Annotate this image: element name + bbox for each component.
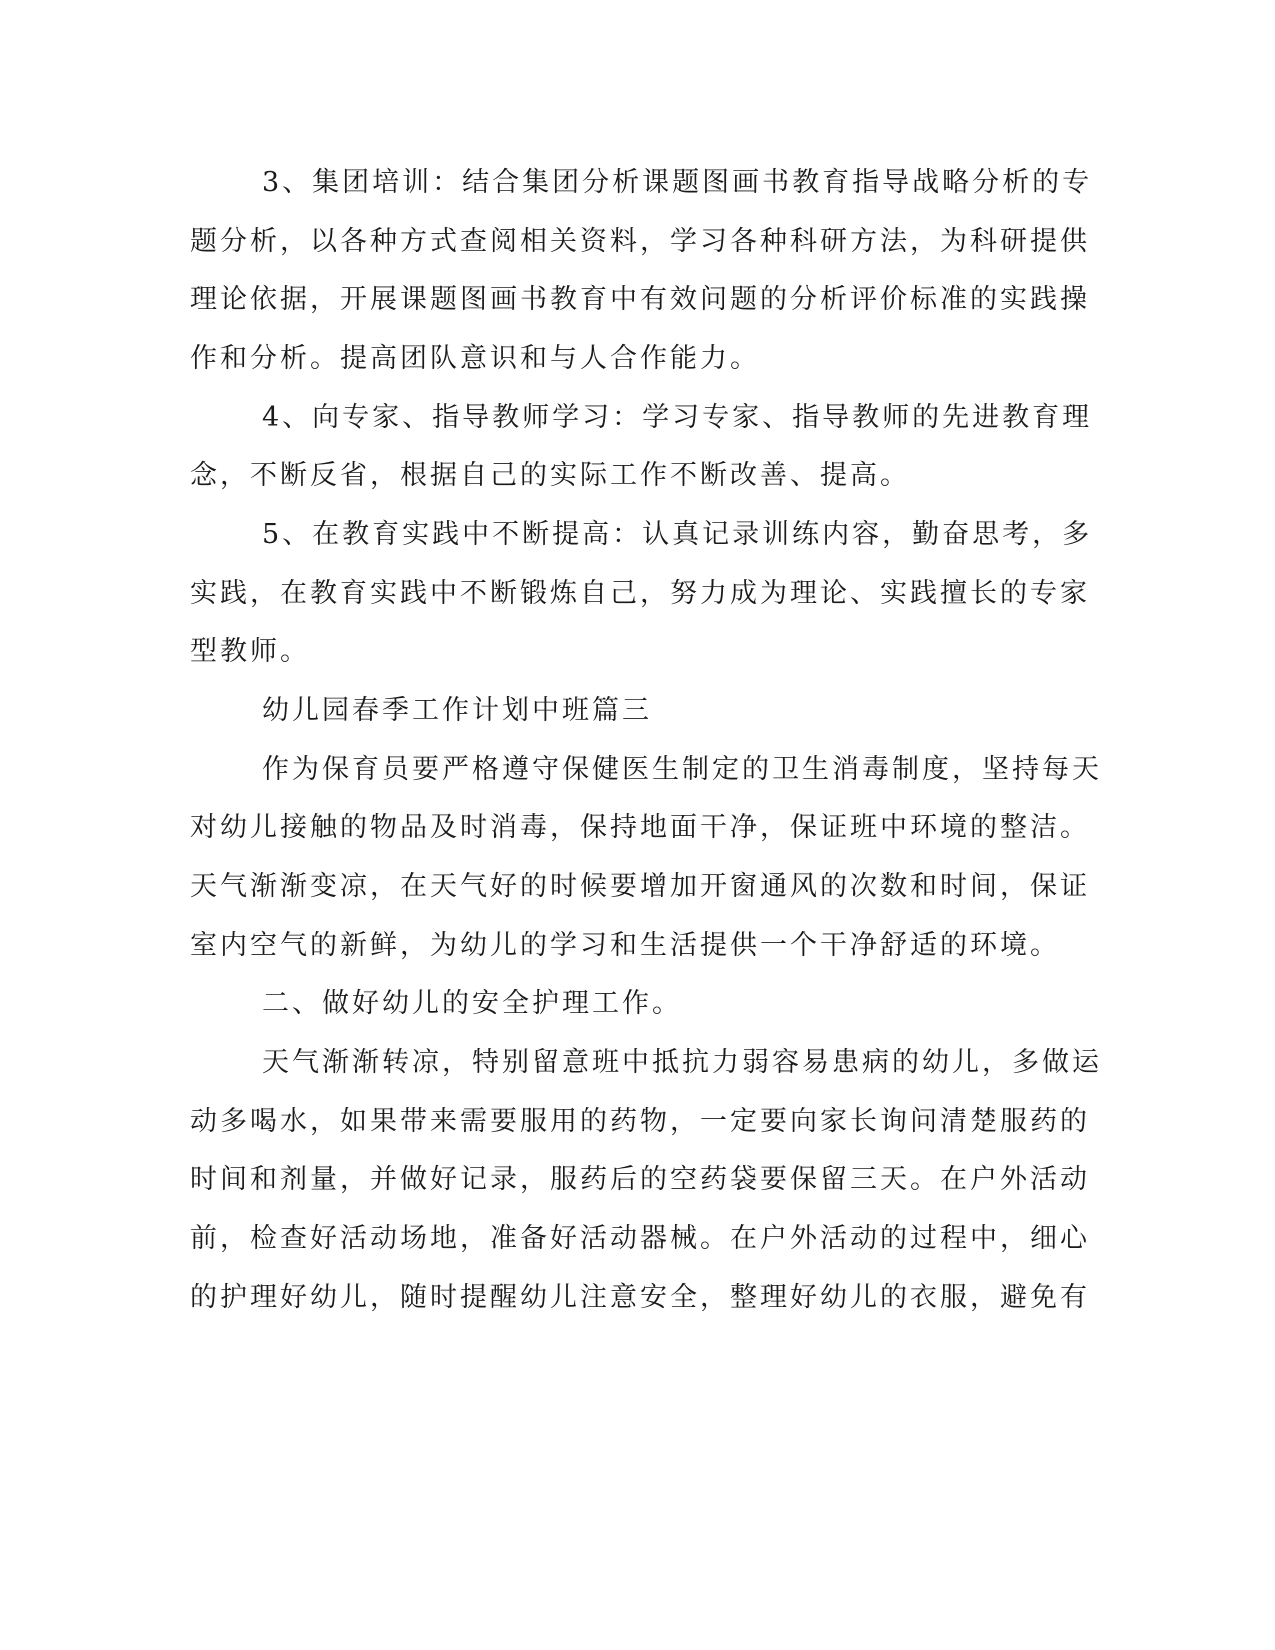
paragraph-line: 前，检查好活动场地，准备好活动器械。在户外活动的过程中，细心 bbox=[190, 1223, 1090, 1254]
paragraph-line: 实践，在教育实践中不断锻炼自己，努力成为理论、实践擅长的专家 bbox=[190, 578, 1090, 609]
paragraph-line: 的护理好幼儿，随时提醒幼儿注意安全，整理好幼儿的衣服，避免有 bbox=[190, 1282, 1090, 1313]
paragraph-line: 念，不断反省，根据自己的实际工作不断改善、提高。 bbox=[190, 460, 910, 491]
paragraph-line: 作为保育员要严格遵守保健医生制定的卫生消毒制度，坚持每天 bbox=[262, 754, 1102, 785]
paragraph-line: 型教师。 bbox=[190, 636, 310, 667]
paragraph-line: 5、在教育实践中不断提高：认真记录训练内容，勤奋思考，多 bbox=[262, 519, 1093, 550]
paragraph-line: 室内空气的新鲜，为幼儿的学习和生活提供一个干净舒适的环境。 bbox=[190, 930, 1060, 961]
paragraph-line: 4、向专家、指导教师学习：学习专家、指导教师的先进教育理 bbox=[262, 402, 1093, 433]
paragraph-line: 时间和剂量，并做好记录，服药后的空药袋要保留三天。在户外活动 bbox=[190, 1164, 1090, 1195]
section-heading: 二、做好幼儿的安全护理工作。 bbox=[262, 988, 682, 1019]
paragraph-line: 天气渐渐转凉，特别留意班中抵抗力弱容易患病的幼儿，多做运 bbox=[262, 1047, 1102, 1078]
paragraph-line: 3、集团培训：结合集团分析课题图画书教育指导战略分析的专 bbox=[262, 167, 1093, 198]
paragraph-line: 对幼儿接触的物品及时消毒，保持地面干净，保证班中环境的整洁。 bbox=[190, 812, 1090, 843]
paragraph-line: 理论依据，开展课题图画书教育中有效问题的分析评价标准的实践操 bbox=[190, 284, 1090, 315]
paragraph-line: 题分析，以各种方式查阅相关资料，学习各种科研方法，为科研提供 bbox=[190, 226, 1090, 257]
paragraph-line: 天气渐渐变凉，在天气好的时候要增加开窗通风的次数和时间，保证 bbox=[190, 871, 1090, 902]
paragraph-line: 作和分析。提高团队意识和与人合作能力。 bbox=[190, 343, 760, 374]
paragraph-line: 动多喝水，如果带来需要服用的药物，一定要向家长询问清楚服药的 bbox=[190, 1106, 1090, 1137]
section-heading: 幼儿园春季工作计划中班篇三 bbox=[262, 695, 652, 726]
